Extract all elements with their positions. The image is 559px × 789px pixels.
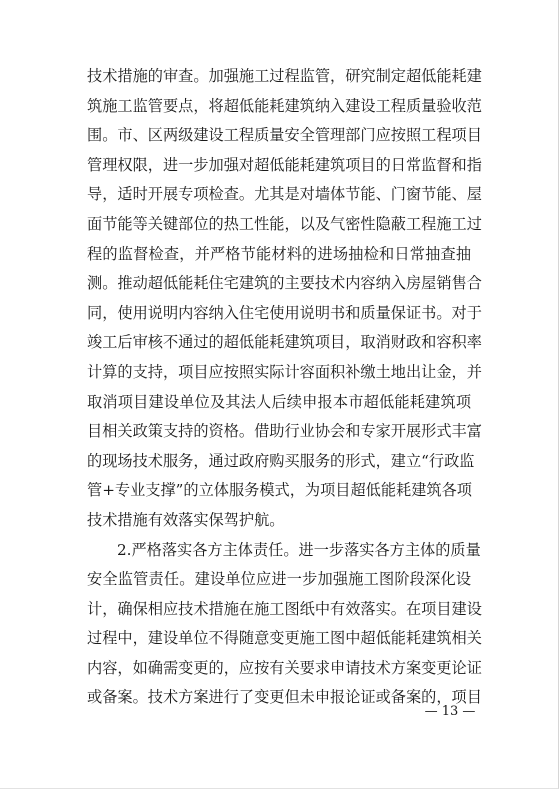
text-line: 测。推动超低能耗住宅建筑的主要技术内容纳入房屋销售合 <box>87 274 482 293</box>
text-line: 计算的支持，项目应按照实际计容面积补缴土地出让金，并 <box>87 362 482 381</box>
body-text <box>87 62 482 713</box>
text-line: 计，确保相应技术措施在施工图纸中有效落实。在项目建设 <box>87 599 482 618</box>
text-line: 技术措施有效落实保驾护航。 <box>87 510 285 529</box>
text-line: 过程中，建设单位不得随意变更施工图中超低能耗建筑相关 <box>87 629 482 648</box>
text-line: 同，使用说明内容纳入住宅使用说明书和质量保证书。对于 <box>87 303 482 322</box>
text-line: 管+专业支撑”的立体服务模式，为项目超低能耗建筑各项 <box>87 481 472 500</box>
text-line: 筑施工监管要点，将超低能耗建筑纳入建设工程质量验收范 <box>87 96 482 115</box>
text-line: 内容，如确需变更的，应按有关要求申请技术方案变更论证 <box>87 658 482 677</box>
paragraph-1 <box>87 62 482 536</box>
text-line: 技术措施的审查。加强施工过程监管，研究制定超低能耗建 <box>87 67 482 85</box>
page-number: — 13 — <box>424 704 476 719</box>
text-line: 2.严格落实各方主体责任。进一步落实各方主体的质量 <box>117 540 481 559</box>
text-line: 围。市、区两级建设工程质量安全管理部门应按照工程项目 <box>87 126 482 145</box>
paragraph-2 <box>87 536 482 714</box>
text-line: 取消项目建设单位及其法人后续申报本市超低能耗建筑项 <box>87 392 471 411</box>
text-line: 程的监督检查，并严格节能材料的进场抽检和日常抽查抽 <box>87 244 471 263</box>
text-line: 的现场技术服务，通过政府购买服务的形式，建立“行政监 <box>87 451 475 470</box>
text-line: 面节能等关键部位的热工性能，以及气密性隐蔽工程施工过 <box>87 214 482 233</box>
text-line: 竣工后审核不通过的超低能耗建筑项目，取消财政和容积率 <box>87 333 482 352</box>
text-line: 目相关政策支持的资格。借助行业协会和专家开展形式丰富 <box>87 422 482 441</box>
text-line: 管理权限，进一步加强对超低能耗建筑项目的日常监督和指 <box>87 155 482 174</box>
text-line: 导，适时开展专项检查。尤其是对墙体节能、门窗节能、屋 <box>87 185 482 204</box>
text-line: 安全监管责任。建设单位应进一步加强施工图阶段深化设 <box>87 570 471 589</box>
text-line: 或备案。技术方案进行了变更但未申报论证或备案的，项目 <box>87 688 482 707</box>
